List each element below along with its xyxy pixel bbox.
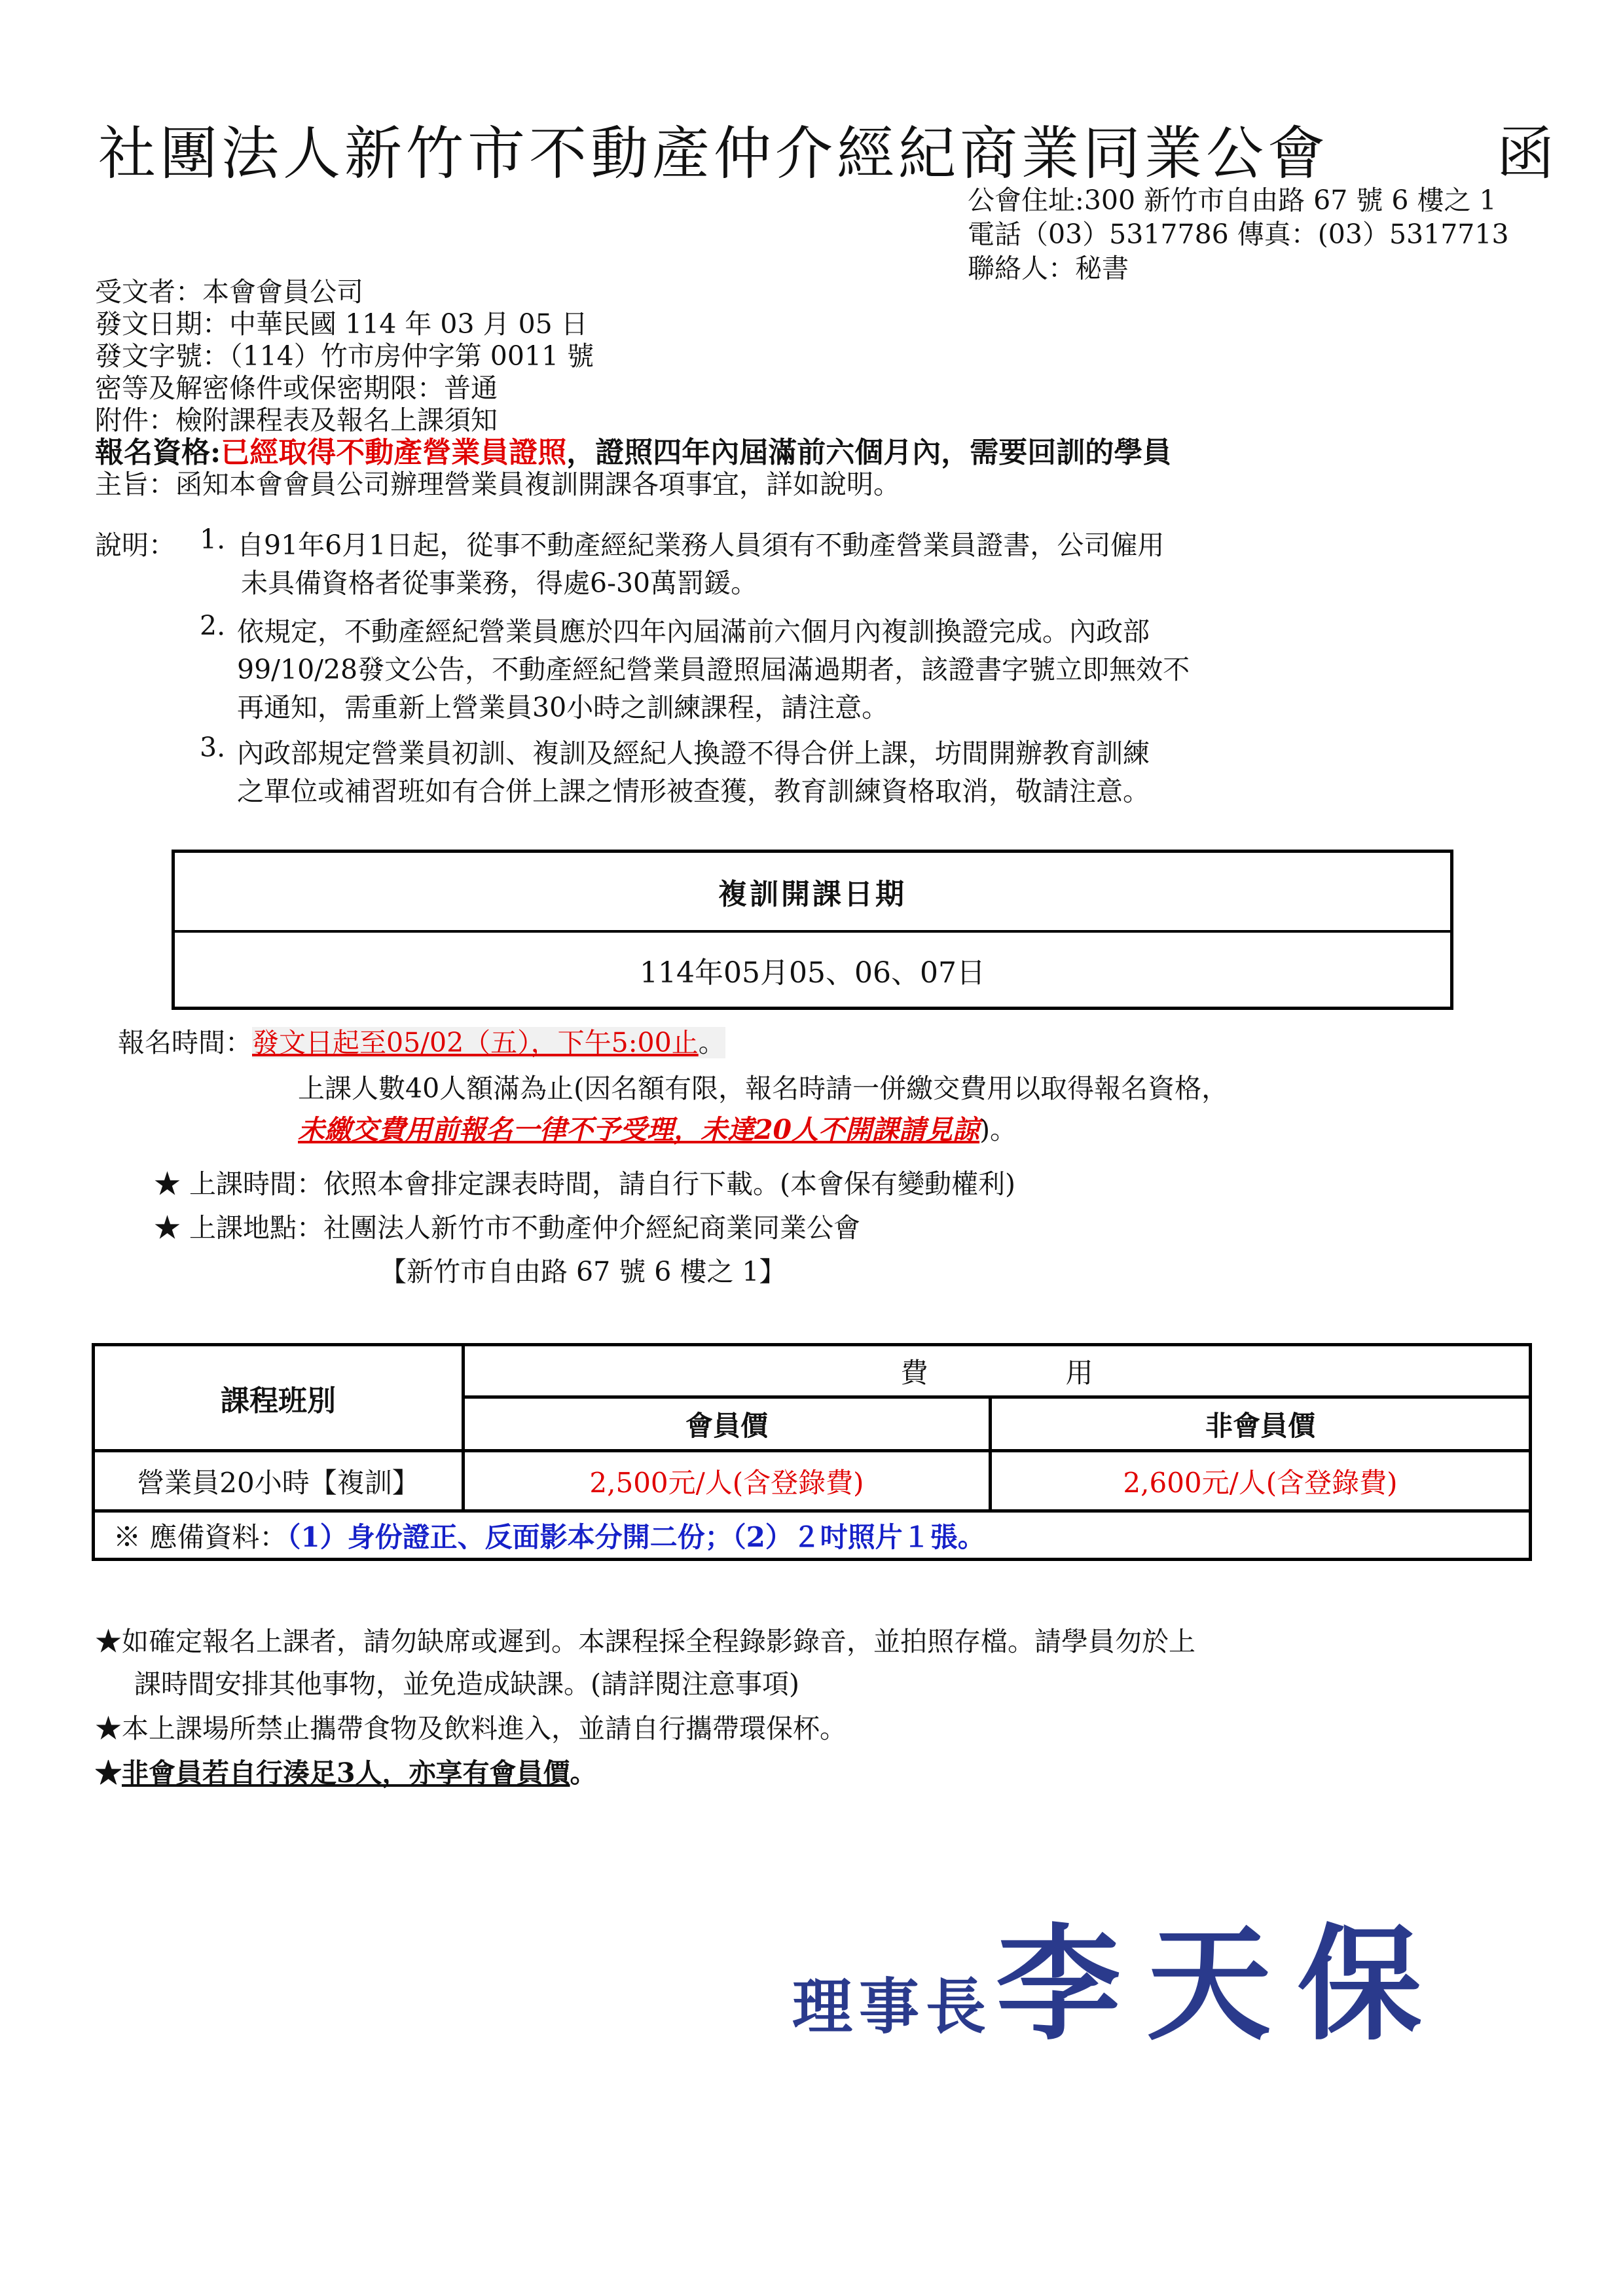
recipient: 受文者：本會會員公司: [95, 276, 363, 308]
required-docs-row: [94, 1511, 1531, 1560]
explanation-item-3-num: 3.: [200, 732, 226, 763]
registration-capacity: 上課人數40人額滿為止(因名額有限，報名時請一併繳交費用以取得報名資格，: [298, 1073, 1229, 1104]
title-text: 社團法人新竹市不動產仲介經紀商業同業公會: [98, 120, 1330, 187]
qualification-label: 報名資格:: [95, 436, 221, 469]
explanation-item-2-line-3: 再通知，需重新上營業員30小時之訓練課程，請注意。: [237, 692, 889, 723]
registration-period-end: 。: [698, 1027, 725, 1058]
registration-period-wrap: [252, 1027, 725, 1058]
registration-warning-end: )。: [979, 1114, 1017, 1145]
explanation-item-2-num: 2.: [200, 610, 226, 641]
explanation-item-1-line-2: 未具備資格者從事業務，得處6-30萬罰鍰。: [241, 567, 758, 599]
qualification-highlight: 已經取得不動產營業員證照: [221, 436, 567, 469]
class-address: 【新竹市自由路 67 號 6 樓之 1】: [380, 1256, 786, 1287]
note-3-star: ★: [95, 1757, 122, 1789]
subject: 主旨：函知本會會員公司辦理營業員複訓開課各項事宜，詳如說明。: [95, 469, 900, 500]
col-fee-header: 費 用: [464, 1345, 1531, 1397]
required-docs-list: （1）身份證正、反面影本分開二份；（2）２吋照片１張。: [287, 1520, 985, 1553]
table-row: [94, 1451, 1531, 1511]
registration-label: 報名時間：: [118, 1027, 252, 1058]
signature-name: 李天保: [996, 1911, 1448, 2057]
explanation-item-2-line-2: 99/10/28發文公告，不動產經紀營業員證照屆滿過期者，該證書字號立即無效不: [237, 654, 1190, 685]
course-name: 營業員20小時【複訓】: [94, 1451, 464, 1511]
required-docs: [94, 1511, 1531, 1560]
registration-warning: [298, 1108, 1017, 1147]
required-docs-label: ※ 應備資料：: [113, 1520, 287, 1553]
schedule-box: [172, 850, 1453, 1010]
note-2: ★本上課場所禁止攜帶食物及飲料進入，並請自行攜帶環保杯。: [95, 1713, 847, 1744]
note-1-line-1: ★如確定報名上課者，請勿缺席或遲到。本課程採全程錄影錄音，並拍照存檔。請學員勿於上: [95, 1626, 1195, 1657]
explanation-item-1-num: 1.: [200, 524, 226, 555]
col-nonmember-header: 非會員價: [991, 1397, 1531, 1451]
explanation-item-3-line-1: 內政部規定營業員初訓、複訓及經紀人換證不得合併上課，坊間開辦教育訓練: [237, 738, 1150, 769]
document-title: [98, 108, 1558, 190]
registration-warning-text: 未繳交費用前報名一律不予受理，未達20人不開課請見諒: [298, 1114, 980, 1145]
contact-person: 聯絡人：秘書: [968, 253, 1129, 284]
attachment: 附件：檢附課程表及報名上課須知: [95, 404, 498, 436]
col-member-header: 會員價: [464, 1397, 991, 1451]
explanation-label: 說明：: [95, 529, 175, 561]
signature-title: 理事長: [792, 1971, 993, 2042]
meta-block: [95, 276, 1171, 501]
title-suffix: 函: [1496, 120, 1558, 187]
schedule-header: 複訓開課日期: [175, 853, 1450, 933]
schedule-dates: 114年05月05、06、07日: [640, 956, 985, 990]
qualification: [95, 437, 1171, 469]
issue-date: 發文日期：中華民國 114 年 03 月 05 日: [95, 308, 588, 340]
registration-time: [118, 1021, 725, 1060]
note-1-line-2: 課時間安排其他事物，並免造成缺課。(請詳閱注意事項): [134, 1668, 799, 1700]
col-course-header: 課程班別: [94, 1345, 464, 1451]
note-3-end: 。: [570, 1757, 597, 1789]
class-location: ★ 上課地點：社團法人新竹市不動產仲介經紀商業同業公會: [154, 1212, 861, 1244]
explanation-item-2-line-1: 依規定，不動產經紀營業員應於四年內屆滿前六個月內複訓換證完成。內政部: [237, 616, 1150, 647]
fee-table: [92, 1343, 1532, 1561]
member-price: 2,500元/人(含登錄費): [464, 1451, 991, 1511]
registration-period: 發文日起至05/02（五），下午5:00止: [252, 1027, 699, 1058]
explanation-item-3-line-2: 之單位或補習班如有合併上課之情形被查獲，教育訓練資格取消，敬請注意。: [237, 776, 1150, 807]
phone-fax: 電話（03）5317786 傳真：(03）5317713: [968, 219, 1509, 250]
association-address: 公會住址:300 新竹市自由路 67 號 6 樓之 1: [968, 185, 1497, 216]
chairman-signature: [792, 1885, 1448, 2064]
nonmember-price: 2,600元/人(含登錄費): [991, 1451, 1531, 1511]
security-level: 密等及解密條件或保密期限：普通: [95, 372, 498, 404]
class-time: ★ 上課時間：依照本會排定課表時間，請自行下載。(本會保有變動權利): [154, 1168, 1016, 1200]
explanation-item-1-line-1: 自91年6月1日起，從事不動產經紀業務人員須有不動產營業員證書，公司僱用: [237, 529, 1165, 561]
contact-block: [968, 183, 1509, 285]
qualification-rest: ，證照四年內屆滿前六個月內，需要回訓的學員: [566, 436, 1172, 469]
note-3: [95, 1751, 597, 1790]
document-number: 發文字號：（114）竹市房仲字第 0011 號: [95, 340, 594, 372]
note-3-text: 非會員若自行湊足3人，亦享有會員價: [122, 1757, 570, 1789]
